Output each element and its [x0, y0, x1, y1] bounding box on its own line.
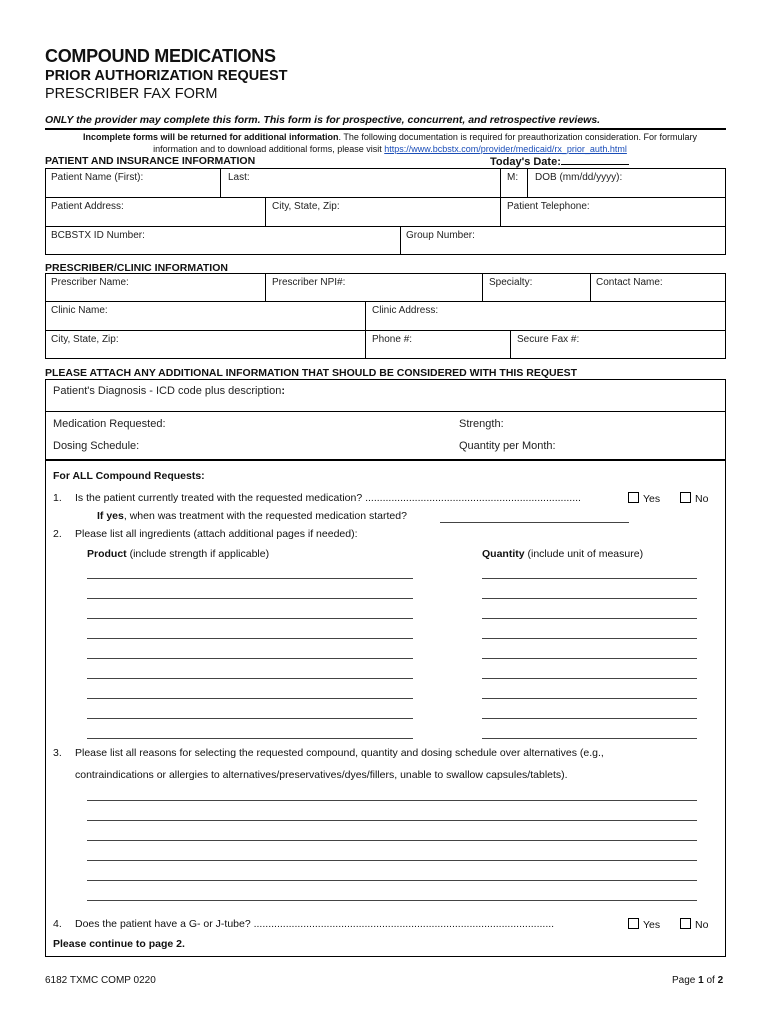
page-of: of: [703, 975, 718, 986]
quantity-bold: Quantity: [482, 548, 525, 560]
page-total: 2: [717, 975, 724, 986]
quantity-line[interactable]: [482, 718, 697, 719]
prescriber-col-divider: [265, 273, 266, 301]
patient-telephone-field[interactable]: Patient Telephone:: [507, 201, 590, 212]
request-section-title: PLEASE ATTACH ANY ADDITIONAL INFORMATION THAT SHOULD BE CONSIDERED WITH THIS REQUEST: [45, 367, 577, 379]
group-number-field[interactable]: Group Number:: [406, 230, 475, 241]
q1-if-yes-text: , when was treatment with the requested medication started?: [123, 510, 407, 522]
treatment-start-date-input[interactable]: [440, 522, 629, 523]
incomplete-text: . The following documentation is required for preauthorization consideration. For formulary information and to download additional forms, please visit: [153, 132, 698, 154]
form-title: COMPOUND MEDICATIONS: [45, 46, 276, 66]
prescriber-row-divider-1: [45, 301, 726, 302]
prescriber-npi-field[interactable]: Prescriber NPI#:: [272, 277, 346, 288]
quantity-per-month-field[interactable]: Quantity per Month:: [459, 440, 556, 452]
product-line[interactable]: [87, 618, 413, 619]
q1-number: 1.: [53, 492, 62, 504]
q3-text-line-1: Please list all reasons for selecting the requested compound, quantity and dosing schedule over alternatives (e.g.,: [75, 747, 604, 759]
product-line[interactable]: [87, 578, 413, 579]
patient-col-divider: [400, 226, 401, 255]
reasons-line[interactable]: [87, 800, 697, 801]
product-line[interactable]: [87, 678, 413, 679]
specialty-field[interactable]: Specialty:: [489, 277, 533, 288]
quantity-line[interactable]: [482, 578, 697, 579]
todays-date-label: Today's Date:: [490, 156, 561, 168]
prescriber-col-divider: [590, 273, 591, 301]
dosing-schedule-field[interactable]: Dosing Schedule:: [53, 440, 140, 452]
product-line[interactable]: [87, 638, 413, 639]
product-line[interactable]: [87, 738, 413, 739]
q3-text-line-2: contraindications or allergies to alternatives/preservatives/dyes/fillers, unable to swallow capsules/tablets).: [75, 769, 568, 781]
q4-yes-option[interactable]: [628, 918, 660, 931]
patient-mi-field[interactable]: M:: [507, 172, 519, 183]
quantity-line[interactable]: [482, 738, 697, 739]
q4-text: Does the patient have a G- or J-tube? .......................................................................................................: [75, 918, 555, 930]
quantity-line[interactable]: [482, 698, 697, 699]
product-line[interactable]: [87, 598, 413, 599]
q4-yes-checkbox[interactable]: [628, 918, 639, 929]
q1-text: Is the patient currently treated with the requested medication? ..........................................................................: [75, 492, 581, 504]
quantity-line[interactable]: [482, 618, 697, 619]
quantity-line[interactable]: [482, 638, 697, 639]
q4-number: 4.: [53, 918, 62, 930]
q1-if-yes-bold: If yes: [97, 510, 124, 522]
q4-no-label: No: [695, 919, 709, 931]
product-bold: Product: [87, 548, 127, 560]
product-column-header: [87, 548, 269, 560]
q1-no-checkbox[interactable]: [680, 492, 691, 503]
q1-yes-option[interactable]: [628, 492, 660, 505]
q4-no-checkbox[interactable]: [680, 918, 691, 929]
reasons-line[interactable]: [87, 840, 697, 841]
product-line[interactable]: [87, 718, 413, 719]
form-subtitle: PRIOR AUTHORIZATION REQUEST: [45, 68, 288, 84]
patient-col-divider: [527, 168, 528, 197]
diagnosis-colon: :: [281, 385, 285, 397]
quantity-line[interactable]: [482, 598, 697, 599]
clinic-address-field[interactable]: Clinic Address:: [372, 305, 439, 316]
prescriber-col-divider: [510, 330, 511, 359]
quantity-column-header: [482, 548, 643, 560]
clinic-name-field[interactable]: Clinic Name:: [51, 305, 108, 316]
provider-notice: ONLY the provider may complete this form. This form is for prospective, concurrent, and retrospective reviews.: [45, 114, 601, 126]
q1-no-label: No: [695, 493, 709, 505]
continue-notice: Please continue to page 2.: [53, 938, 185, 950]
q3-number: 3.: [53, 747, 62, 759]
reasons-line[interactable]: [87, 860, 697, 861]
form-code: 6182 TXMC COMP 0220: [45, 975, 156, 986]
patient-col-divider: [220, 168, 221, 197]
prior-auth-link[interactable]: https://www.bcbstx.com/provider/medicaid/rx_prior_auth.html: [384, 143, 627, 154]
prescriber-col-divider: [365, 301, 366, 359]
todays-date-field[interactable]: [490, 156, 629, 168]
q2-text: Please list all ingredients (attach additional pages if needed):: [75, 528, 358, 540]
incomplete-bold: Incomplete forms will be returned for additional information: [82, 132, 339, 142]
prescriber-col-divider: [482, 273, 483, 301]
secure-fax-field[interactable]: Secure Fax #:: [517, 334, 580, 345]
form-type: PRESCRIBER FAX FORM: [45, 86, 218, 102]
patient-city-state-zip-field[interactable]: City, State, Zip:: [272, 201, 340, 212]
patient-col-divider: [500, 197, 501, 226]
patient-col-divider: [265, 197, 266, 226]
medication-requested-field[interactable]: Medication Requested:: [53, 418, 166, 430]
patient-row-divider-1: [45, 197, 726, 198]
patient-info-table: [45, 168, 726, 255]
contact-name-field[interactable]: Contact Name:: [596, 277, 663, 288]
q1-no-option[interactable]: [680, 492, 708, 505]
clinic-city-state-zip-field[interactable]: City, State, Zip:: [51, 334, 119, 345]
q2-number: 2.: [53, 528, 62, 540]
q1-yes-checkbox[interactable]: [628, 492, 639, 503]
header-rule: [45, 128, 726, 130]
prescriber-row-divider-2: [45, 330, 726, 331]
diagnosis-label: Patient's Diagnosis - ICD code plus description: [53, 385, 282, 397]
reasons-line[interactable]: [87, 900, 697, 901]
patient-row-divider-2: [45, 226, 726, 227]
q4-yes-label: Yes: [643, 919, 661, 931]
patient-col-divider: [500, 168, 501, 197]
patient-dob-field[interactable]: DOB (mm/dd/yyyy):: [535, 172, 623, 183]
incomplete-notice: [60, 132, 720, 155]
q4-no-option[interactable]: [680, 918, 708, 931]
page-current: 1: [698, 975, 704, 986]
page-prefix: Page: [672, 975, 699, 986]
strength-field[interactable]: Strength:: [459, 418, 504, 430]
patient-first-name-field[interactable]: Patient Name (First):: [51, 172, 144, 183]
request-row-divider: [45, 411, 726, 412]
bcbstx-id-field[interactable]: BCBSTX ID Number:: [51, 230, 145, 241]
prescriber-section-title: PRESCRIBER/CLINIC INFORMATION: [45, 262, 228, 274]
prescriber-name-field[interactable]: Prescriber Name:: [51, 277, 129, 288]
quantity-hint: (include unit of measure): [524, 548, 644, 560]
quantity-line[interactable]: [482, 658, 697, 659]
quantity-line[interactable]: [482, 678, 697, 679]
patient-last-name-field[interactable]: Last:: [228, 172, 250, 183]
page-number: [672, 975, 723, 986]
diagnosis-field[interactable]: [53, 385, 285, 397]
product-line[interactable]: [87, 698, 413, 699]
q1-yes-label: Yes: [643, 493, 661, 505]
compound-heading: For ALL Compound Requests:: [53, 470, 205, 482]
clinic-phone-field[interactable]: Phone #:: [372, 334, 413, 345]
product-hint: (include strength if applicable): [126, 548, 270, 560]
product-line[interactable]: [87, 658, 413, 659]
reasons-line[interactable]: [87, 880, 697, 881]
reasons-line[interactable]: [87, 820, 697, 821]
q1-if-yes: [97, 510, 407, 522]
patient-address-field[interactable]: Patient Address:: [51, 201, 124, 212]
patient-section-title: PATIENT AND INSURANCE INFORMATION: [45, 155, 256, 167]
